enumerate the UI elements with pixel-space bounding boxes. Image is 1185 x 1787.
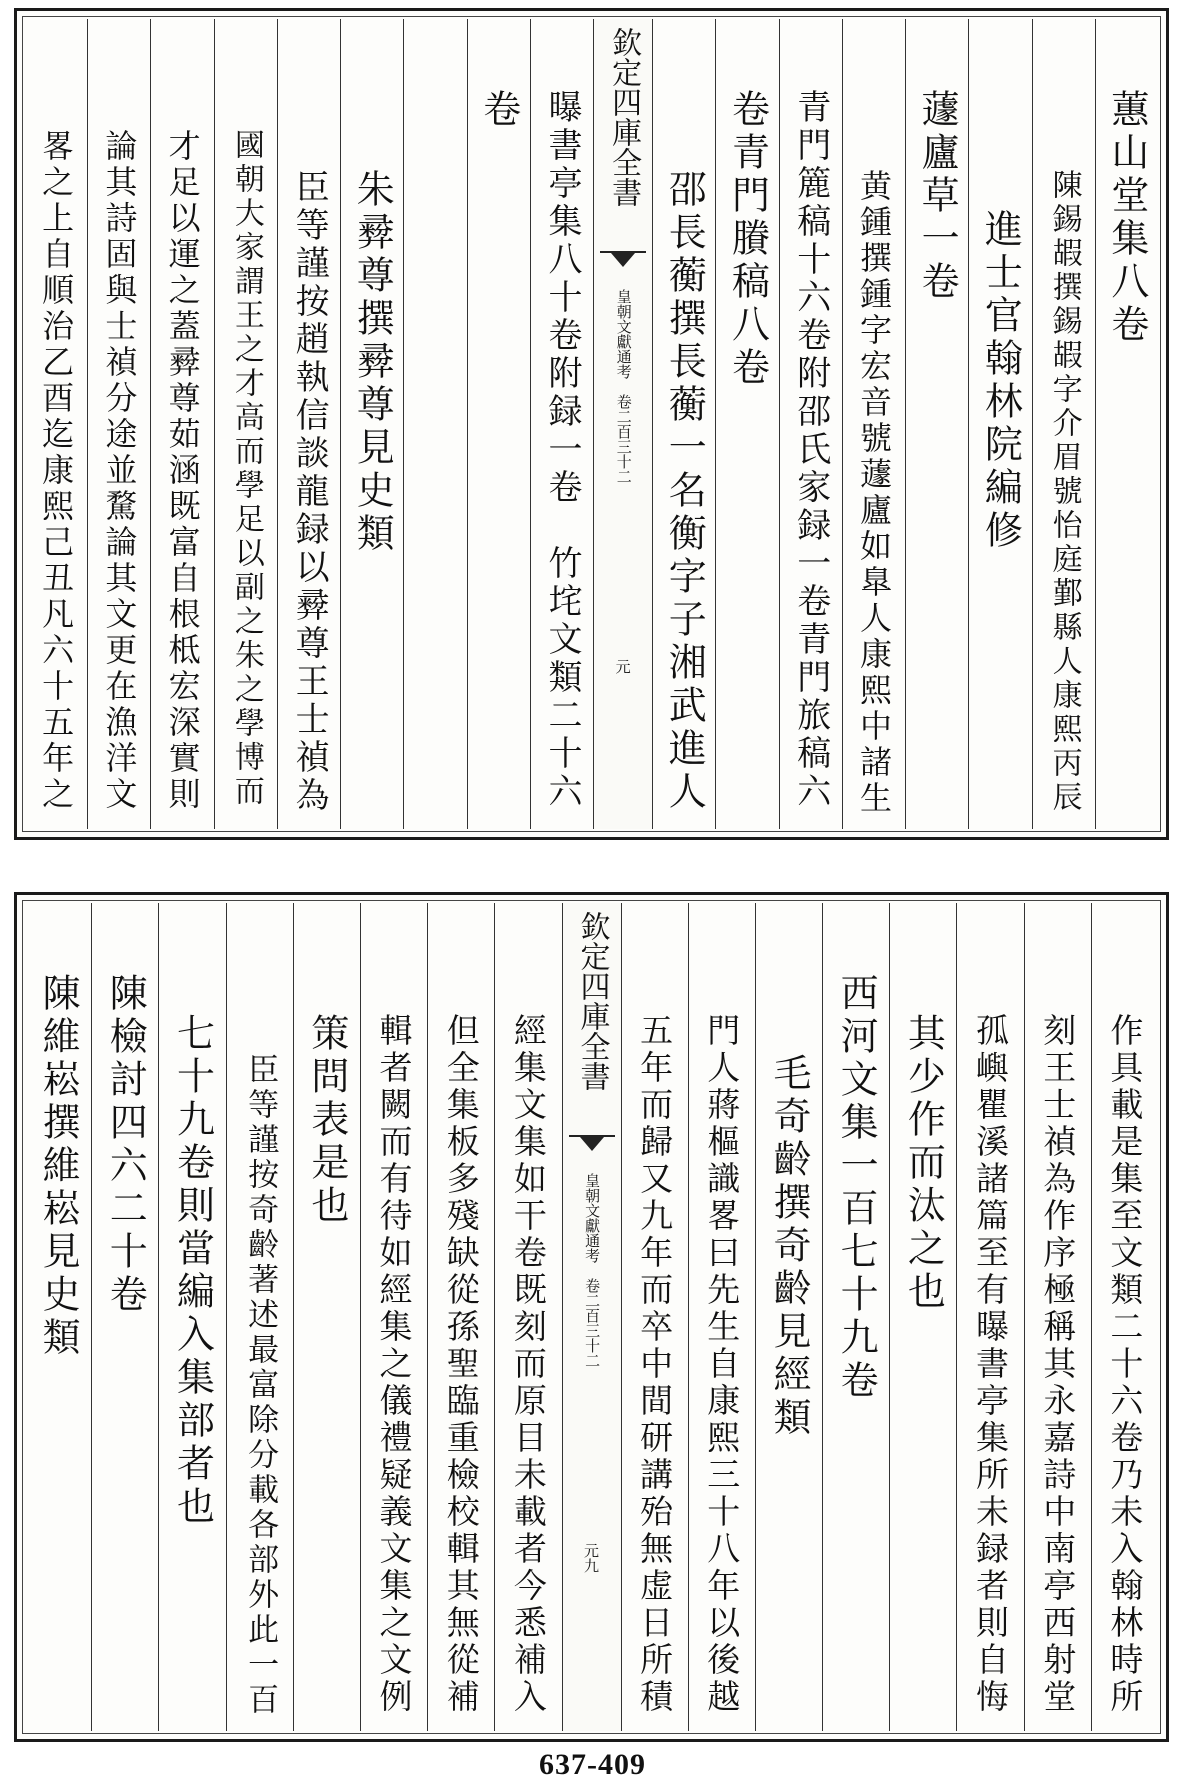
column-text: 陳維崧撰維崧見史類 (36, 973, 81, 1360)
fold-book-title: 皇朝文獻通考 (583, 1173, 602, 1263)
fold-subtitle (615, 289, 632, 484)
column-text: 輯者闕而有待如經集之儀禮疑義文集之文例 (374, 1013, 414, 1716)
fold-page-number: 元 (613, 659, 632, 674)
column-text: 西河文集一百七十九卷 (834, 973, 879, 1403)
text-column (277, 19, 340, 829)
fold-title: 欽定四庫全書 (574, 911, 610, 1091)
column-text: 毛奇齡撰奇齡見經類 (766, 1053, 811, 1440)
column-text: 五年而歸又九年而卒中間研講殆無虚日所積 (635, 1013, 675, 1716)
text-column (25, 903, 91, 1731)
text-column (779, 19, 842, 829)
page-number: 637-409 (539, 1748, 646, 1781)
text-column (360, 903, 427, 1731)
column-text: 曝書亭集八十卷附録一卷 竹垞文類二十六 (542, 89, 582, 811)
text-column (905, 19, 968, 829)
text-column (842, 19, 905, 829)
text-column (91, 903, 158, 1731)
text-column (467, 19, 530, 829)
column-text: 卷 (476, 89, 521, 132)
text-column (652, 19, 715, 829)
text-column (214, 19, 277, 829)
text-column (1024, 903, 1091, 1731)
column-text: 但全集板多殘缺從孫聖臨重檢校輯其無從補 (441, 1013, 481, 1716)
column-text: 青門簏稿十六卷附邵氏家録一卷青門旅稿六 (790, 89, 831, 811)
column-text: 經集文集如干卷既刻而原目未載者今悉補入 (508, 1013, 548, 1716)
text-column (822, 903, 889, 1731)
center-fold (593, 19, 652, 829)
column-text: 邵長蘅撰長蘅一名衡字子湘武進人 (662, 169, 707, 814)
text-column (25, 19, 87, 829)
fishtail-mark (600, 251, 646, 275)
column-text: 朱彛尊撰彛尊見史類 (350, 169, 395, 556)
fold-volume: 卷二百三十二 (614, 394, 633, 484)
fold-page-number: 元九 (582, 1543, 600, 1573)
column-text: 進士官翰林院編修 (978, 209, 1023, 553)
text-column (403, 19, 466, 829)
fishtail-mark (569, 1135, 615, 1159)
column-text: 蘧廬草一卷 (915, 89, 960, 304)
column-text: 蕙山堂集八卷 (1104, 89, 1149, 347)
fold-title: 欽定四庫全書 (606, 27, 642, 207)
text-column (1091, 903, 1158, 1731)
column-text: 黄鍾撰鍾字宏音號蘧廬如臯人康熙中諸生 (854, 169, 893, 817)
text-column (158, 903, 225, 1731)
column-text: 其少作而汰之也 (901, 1013, 946, 1314)
text-column (87, 19, 150, 829)
fold-book-title: 皇朝文獻通考 (614, 289, 633, 379)
center-fold (562, 903, 621, 1731)
column-text: 臣等謹按趙執信談龍録以彛尊王士禎為 (289, 169, 330, 815)
column-text: 國朝大家謂王之才高而學足以副之朱之學博而 (228, 129, 264, 809)
text-column (1032, 19, 1095, 829)
text-column (150, 19, 213, 829)
column-text: 七十九卷則當編入集部者也 (170, 1013, 215, 1529)
column-text: 臣等謹按奇齡著述最富除分載各部外此一百 (242, 1053, 279, 1718)
fold-subtitle (583, 1173, 600, 1368)
column-text: 論其詩固與士禎分途並騖論其文更在漁洋文 (100, 129, 139, 813)
text-column (688, 903, 755, 1731)
column-text: 陳錫嘏撰錫嘏字介眉號怡庭鄞縣人康熙丙辰 (1046, 169, 1082, 815)
lower-leaf-columns (25, 903, 1158, 1731)
text-column (755, 903, 822, 1731)
upper-book-leaf (14, 8, 1169, 840)
column-text: 策問表是也 (304, 1013, 349, 1228)
text-column (293, 903, 360, 1731)
text-column (427, 903, 494, 1731)
column-text: 孤嶼瞿溪諸篇至有曝書亭集所未録者則自悔 (971, 1013, 1011, 1716)
text-column (226, 903, 293, 1731)
column-text: 陳檢討四六二十卷 (103, 973, 148, 1317)
text-column (889, 903, 956, 1731)
text-column (715, 19, 778, 829)
text-column (968, 19, 1031, 829)
column-text: 才足以運之蓋彛尊茹涵既富自根柢宏深實則 (163, 129, 202, 813)
text-column (494, 903, 561, 1731)
fold-volume: 卷二百三十二 (583, 1278, 602, 1368)
column-text: 門人蔣樞識畧曰先生自康熙三十八年以後越 (702, 1013, 742, 1716)
text-column (1095, 19, 1158, 829)
upper-leaf-columns (25, 19, 1158, 829)
text-column (956, 903, 1023, 1731)
column-text: 卷青門賸稿八卷 (725, 89, 770, 390)
lower-book-leaf (14, 892, 1169, 1742)
text-column (530, 19, 593, 829)
text-column (621, 903, 688, 1731)
column-text: 畧之上自順治乙酉迄康熙己丑凡六十五年之 (37, 129, 76, 813)
column-text: 刻王士禎為作序極稱其永嘉詩中南亭西射堂 (1038, 1013, 1078, 1716)
column-text: 作具載是集至文類二十六卷乃未入翰林時所 (1105, 1013, 1145, 1716)
text-column (340, 19, 403, 829)
